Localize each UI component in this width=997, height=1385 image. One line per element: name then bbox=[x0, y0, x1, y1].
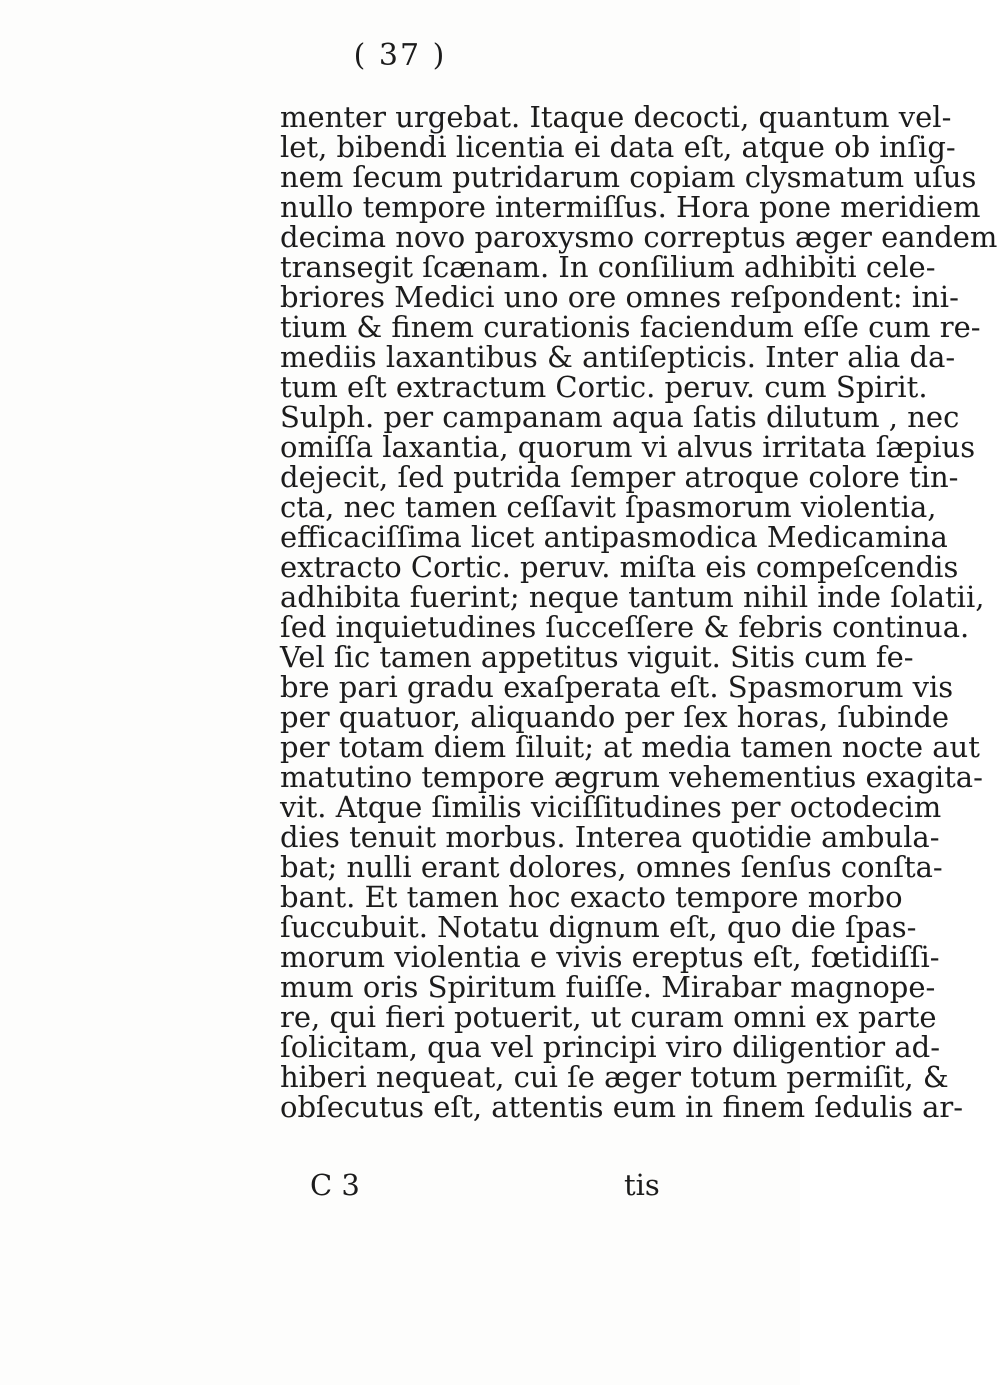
catchword: tis bbox=[624, 1168, 660, 1202]
text-line: vit. Atque ſimilis viciſſitudines per octodecim bbox=[280, 790, 942, 824]
text-line: let, bibendi licentia ei data eſt, atque ob inſig- bbox=[280, 130, 956, 164]
text-line: bat; nulli erant dolores, omnes ſenſus conſta- bbox=[280, 850, 943, 884]
text-line: re, qui fieri potuerit, ut curam omni ex parte bbox=[280, 1000, 937, 1034]
text-line: matutino tempore ægrum vehementius exagita- bbox=[280, 760, 983, 794]
text-line: ſolicitam, qua vel principi viro diligentior ad- bbox=[280, 1030, 940, 1064]
text-line: mum oris Spiritum fuiſſe. Mirabar magnope- bbox=[280, 970, 936, 1004]
text-line: mediis laxantibus & antiſepticis. Inter alia da- bbox=[280, 340, 956, 374]
text-line: cta, nec tamen ceſſavit ſpasmorum violentia, bbox=[280, 490, 937, 524]
text-line: dejecit, ſed putrida ſemper atroque colore tin- bbox=[280, 460, 959, 494]
page-number: ( 37 ) bbox=[353, 38, 447, 73]
text-line: nullo tempore intermiſſus. Hora pone meridiem bbox=[280, 190, 981, 224]
text-line: adhibita fuerint; neque tantum nihil inde ſolatii, bbox=[280, 580, 985, 614]
signature-mark: C 3 bbox=[310, 1168, 360, 1202]
text-line: ſuccubuit. Notatu dignum eſt, quo die ſpas- bbox=[280, 910, 917, 944]
text-line: briores Medici uno ore omnes reſpondent: ini- bbox=[280, 280, 959, 314]
text-line: bre pari gradu exaſperata eſt. Spasmorum vis bbox=[280, 670, 954, 704]
text-line: hiberi nequeat, cui ſe æger totum permiſit, & bbox=[280, 1060, 949, 1094]
text-line: ſed inquietudines ſucceſſere & febris continua. bbox=[280, 610, 970, 644]
text-line: tum eſt extractum Cortic. peruv. cum Spirit. bbox=[280, 370, 928, 404]
text-line: transegit ſcænam. In conſilium adhibiti cele- bbox=[280, 250, 936, 284]
text-line: extracto Cortic. peruv. miſta eis compeſcendis bbox=[280, 550, 959, 584]
text-line: dies tenuit morbus. Interea quotidie ambula- bbox=[280, 820, 940, 854]
text-line: Vel ſic tamen appetitus viguit. Sitis cum fe- bbox=[280, 640, 914, 674]
text-line: decima novo paroxysmo correptus æger eandem bbox=[280, 220, 997, 254]
text-line: nem ſecum putridarum copiam clysmatum uſus bbox=[280, 160, 977, 194]
text-line: per totam diem ſiluit; at media tamen nocte aut bbox=[280, 730, 980, 764]
text-line: morum violentia e vivis ereptus eſt, fœtidiſſi- bbox=[280, 940, 940, 974]
text-line: bant. Et tamen hoc exacto tempore morbo bbox=[280, 880, 903, 914]
text-line: obſecutus eſt, attentis eum in finem ſedulis ar- bbox=[280, 1090, 964, 1124]
text-line: omiſſa laxantia, quorum vi alvus irritata ſæpius bbox=[280, 430, 976, 464]
text-line: per quatuor, aliquando per ſex horas, ſubinde bbox=[280, 700, 950, 734]
text-line: tium & finem curationis faciendum eſſe cum re- bbox=[280, 310, 981, 344]
text-line: efficaciſſima licet antipasmodica Medicamina bbox=[280, 520, 948, 554]
text-line: menter urgebat. Itaque decocti, quantum vel- bbox=[280, 100, 952, 134]
text-line: Sulph. per campanam aqua ſatis dilutum , nec bbox=[280, 400, 960, 434]
